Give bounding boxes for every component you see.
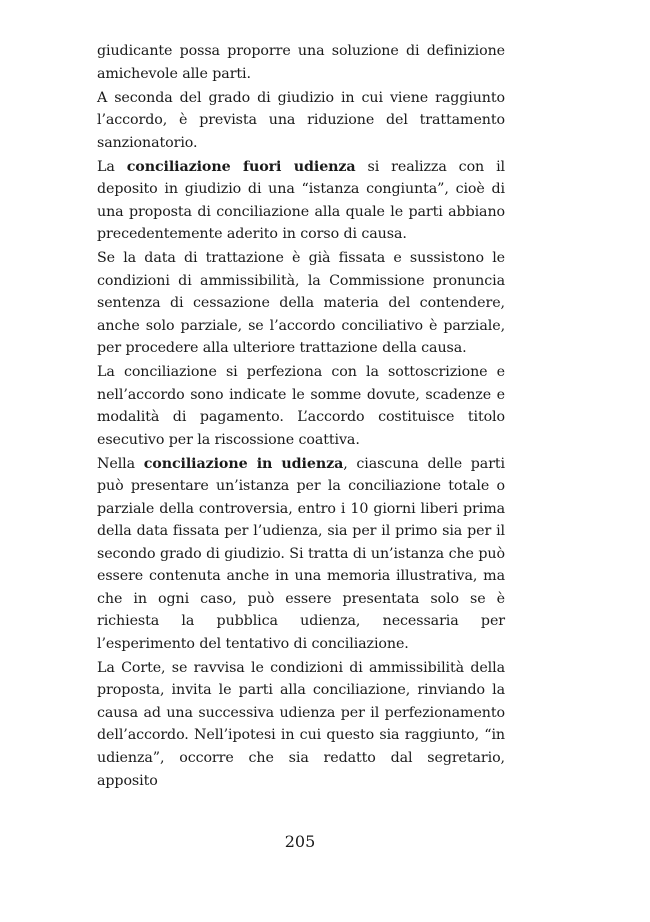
paragraph-7 — [97, 657, 505, 792]
page-number: 205 — [284, 832, 316, 851]
paragraph-2-text: A seconda del grado di giudizio in cui viene raggiunto l’accordo, è prevista una riduzione del trattamento sanzionatorio. — [97, 89, 505, 151]
paragraph-6-text-b: , ciascuna delle parti può presentare un’istanza per la conciliazione totale o parziale della controversia, entro i 10 giorni liberi prima della data fissata per l’udienza, sia per il primo sia per il secondo grado di giudizio. Si tratta di un’istanza che può essere contenuta anche in una memoria illustrativa, ma che in ogni caso, può essere presentata solo se è richiesta la pubblica udienza, necessaria per l’esperimento del tentativo di conciliazione. — [97, 455, 505, 652]
paragraph-3 — [97, 156, 505, 246]
paragraph-5-text: La conciliazione si perfeziona con la sottoscrizione e nell’accordo sono indicate le somme dovute, scadenze e modalità di pagamento. L’accordo costituisce titolo esecutivo per la riscossione coattiva. — [97, 364, 505, 448]
term-conciliazione-fuori-udienza: conciliazione fuori udienza — [126, 158, 356, 175]
paragraph-3-text-b: si realizza con il deposito in giudizio di una “istanza congiunta”, cioè di una proposta di conciliazione alla quale le parti abbiano precedentemente aderito in corso di causa. — [97, 158, 505, 243]
paragraph-2 — [97, 87, 505, 155]
paragraph-4 — [97, 247, 505, 360]
term-conciliazione-in-udienza: conciliazione in udienza — [143, 455, 344, 472]
paragraph-7-text: La Corte, se ravvisa le condizioni di ammissibilità della proposta, invita le parti alla conciliazione, rinviando la causa ad una successiva udienza per il perfezionamento dell’accordo. Nell’ipotesi in cui questo sia raggiunto, “in udienza”, occorre che sia redatto dal segretario, apposito — [97, 659, 505, 789]
paragraph-1 — [97, 40, 505, 85]
paragraph-6-text-a: Nella — [97, 455, 144, 472]
paragraph-4-text: Se la data di trattazione è già fissata e sussistono le condizioni di ammissibilità, la Commissione pronuncia sentenza di cessazione della materia del contendere, anche solo parziale, se l’accordo conciliativo è parziale, per procedere alla ulteriore trattazione della causa. — [97, 250, 505, 357]
paragraph-3-text-a: La — [97, 158, 127, 175]
paragraph-5 — [97, 361, 505, 451]
body-text — [97, 40, 505, 794]
paragraph-1-text: giudicante possa proporre una soluzione di definizione amichevole alle parti. — [97, 43, 505, 82]
paragraph-6 — [97, 453, 505, 656]
